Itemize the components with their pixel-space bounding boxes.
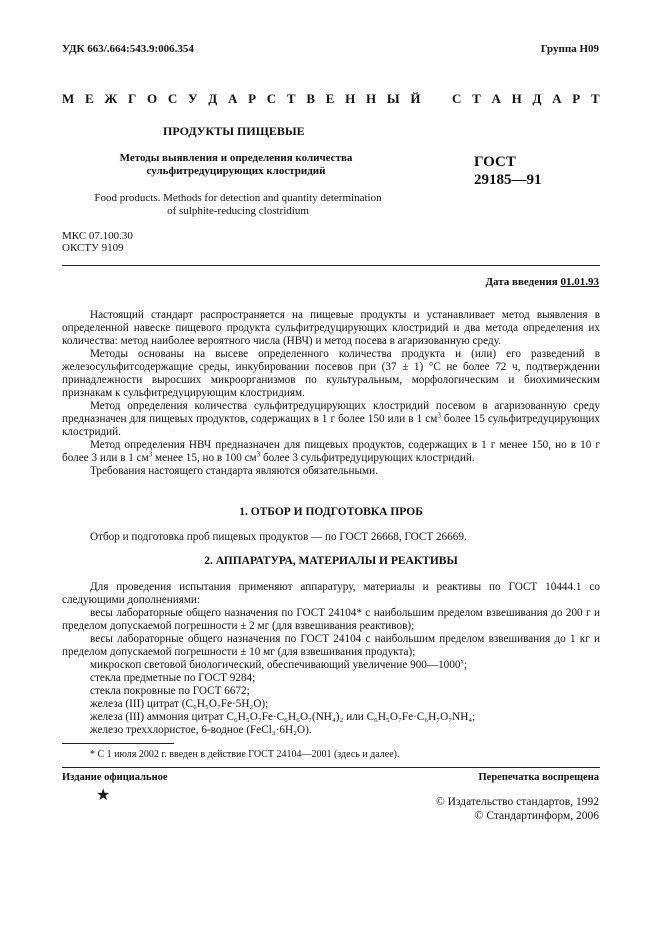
- star-icon: ★: [96, 787, 111, 804]
- banner-letter: А: [491, 91, 501, 106]
- banner-letter: Г: [128, 91, 137, 106]
- gost-number: 29185—91: [474, 172, 542, 188]
- okstu-code: ОКСТУ 9109: [62, 242, 124, 254]
- footnote: * С 1 июля 2002 г. введен в действие ГОСТ 24104—2001 (здесь и далее).: [90, 749, 400, 760]
- cm3-superscript: 3: [256, 450, 261, 459]
- intro-p4-part-b: менее 15, но в 100 см: [152, 452, 257, 464]
- banner-letter: Н: [511, 91, 522, 106]
- iron-citrate-formula: (C₆H₅O₇Fe·5H₂O);: [181, 698, 269, 710]
- banner-letter: С: [266, 91, 277, 106]
- banner-letter: Е: [325, 91, 335, 106]
- equipment-item-3: [62, 659, 600, 672]
- copyright-2006: © Стандартинформ, 2006: [474, 810, 599, 822]
- banner-letter: А: [227, 91, 238, 106]
- banner-letter: Д: [208, 91, 218, 106]
- intro-p4-part-c: более 3 сульфитредуцирующих клостридий.: [260, 452, 475, 464]
- intro-paragraph-2: Методы основаны на высеве определенного количества продукта и (или) его разведений в железосульфитсодержащие среды, инкубировании посевов при (37 ± 1) °С не более 72 ч, подтверждении принадлежности выросших микроорганизмов по культуральным, морфологическим и биохимическим признакам к сульфитредуцирующим клостридиям.: [62, 348, 600, 399]
- standard-banner: [62, 91, 600, 107]
- banner-letter: Ж: [104, 91, 118, 106]
- magnification-superscript: x: [460, 657, 464, 666]
- english-title-line-2: of sulphite-reducing clostridium: [167, 205, 309, 217]
- banner-letter: С: [451, 91, 462, 106]
- banner-letter: М: [62, 91, 75, 106]
- official-edition: Издание официальное: [62, 772, 168, 783]
- intro-paragraph-4: [62, 439, 600, 465]
- banner-letter: Д: [532, 91, 542, 106]
- copyright-block: [436, 795, 599, 823]
- banner-letter: С: [167, 91, 178, 106]
- ammonium-iron-citrate-formula-2: C₆H₅O₇Fe·C₆H₇O₇NH₄;: [366, 711, 476, 723]
- intro-paragraph-5: Требования настоящего стандарта являются обязательными.: [90, 465, 378, 477]
- banner-letter: О: [147, 91, 158, 106]
- iron-citrate-label: железа (III) цитрат: [90, 698, 182, 710]
- document-title: ПРОДУКТЫ ПИЩЕВЫЕ: [163, 124, 305, 138]
- banner-word-gap: [431, 91, 441, 107]
- section-2-heading: 2. АППАРАТУРА, МАТЕРИАЛЫ И РЕАКТИВЫ: [204, 555, 458, 567]
- intro-p3-part-b: более 15 сульфитредуцирующих клостридий.: [62, 413, 600, 438]
- classification-codes: [62, 230, 133, 254]
- reprint-prohibited: Перепечатка воспрещена: [478, 772, 599, 783]
- mks-code: МКС 07.100.30: [62, 230, 133, 242]
- banner-letter: Р: [248, 91, 257, 106]
- introduction: [62, 309, 600, 478]
- reagent-item-8: [62, 724, 600, 737]
- ammonium-iron-citrate-formula-1: C₆H₅O₇Fe·C₆H₆O₇(NH₄)₂: [226, 711, 344, 723]
- banner-letter: Т: [472, 91, 481, 106]
- ammonium-iron-citrate-label: железа (III) аммония цитрат: [90, 711, 227, 723]
- ferric-chloride-label: железо треххлористое, 6-водное: [90, 724, 247, 736]
- banner-letter: Е: [85, 91, 94, 106]
- equipment-item-5: стекла покровные по ГОСТ 6672;: [90, 685, 250, 697]
- footer-divider: [62, 767, 600, 768]
- footnote-divider: [62, 743, 174, 744]
- intro-date-label: Дата введения: [485, 276, 561, 288]
- english-title-line-1: Food products. Methods for detection and quantity determination: [94, 192, 382, 204]
- section-1-text: Отбор и подготовка проб пищевых продуктов — по ГОСТ 26668, ГОСТ 26669.: [90, 531, 467, 543]
- subtitle-line-2: сульфитредуцирующих клостридий: [146, 165, 326, 177]
- equipment-item-1: весы лабораторные общего назначения по ГОСТ 24104* с наибольшим пределом взвешивания до 200 г и пределом допускаемой погрешности ± 2 мг (для взвешивания реактивов);: [62, 607, 600, 632]
- intro-p3-part-a: Метод определения количества сульфитредуцирующих клостридий посевом в агаризованную среду предназначен для пищевых продуктов, содержащих в 1 г более 150 или в 1 см: [62, 400, 600, 425]
- english-title: [88, 192, 388, 218]
- banner-letter: А: [552, 91, 562, 106]
- group-code: Группа Н09: [540, 43, 599, 55]
- reagent-item-6: [62, 698, 600, 711]
- cm3-superscript: 3: [148, 450, 153, 459]
- banner-letter: Ы: [386, 91, 400, 106]
- equipment-item-2: весы лабораторные общего назначения по ГОСТ 24104 с наибольшим пределом взвешивания до 1 кг и пределом допускаемой погрешности ± 10 мг (для взвешивания продукта);: [62, 633, 600, 658]
- gost-block: [474, 153, 542, 189]
- formula-or: или: [343, 711, 367, 723]
- copyright-1992: © Издательство стандартов, 1992: [435, 796, 599, 808]
- subtitle-line-1: Методы выявления и определения количества: [119, 152, 353, 164]
- banner-letter: У: [188, 91, 198, 106]
- section-1-heading: 1. ОТБОР И ПОДГОТОВКА ПРОБ: [239, 506, 423, 518]
- intro-date-value: 01.01.93: [560, 276, 599, 288]
- document-subtitle: [96, 152, 376, 178]
- header-divider: [62, 265, 600, 266]
- banner-letter: Й: [410, 91, 421, 106]
- banner-letter: Н: [366, 91, 377, 106]
- reagent-item-7: [62, 711, 600, 724]
- banner-letter: Р: [572, 91, 581, 106]
- banner-letter: Т: [286, 91, 296, 106]
- udk-code: УДК 663/.664:543.9:006.354: [62, 43, 194, 55]
- gost-label: ГОСТ: [474, 154, 516, 170]
- intro-paragraph-3: [62, 400, 600, 439]
- intro-paragraph-1: Настоящий стандарт распространяется на пищевые продукты и устанавливает метод выявления в определенной навеске пищевого продукта сульфитредуцирующих клостридий и два метода определения их количества: метод наиболее вероятного числа (НВЧ) и метод посева в агаризованную среду.: [62, 309, 600, 347]
- banner-letter: В: [306, 91, 315, 106]
- cm3-superscript: 3: [437, 411, 441, 420]
- microscope-text: микроскоп световой биологический, обеспечивающий увеличение 900—1000: [90, 659, 461, 671]
- microscope-end: ;: [463, 659, 468, 671]
- ferric-chloride-formula: (FeCl₃·6H₂O).: [246, 724, 312, 736]
- section-2-intro: Для проведения испытания применяют аппаратуру, материалы и реактивы по ГОСТ 10444.1 со следующими дополнениями:: [62, 581, 600, 606]
- intro-date: [485, 276, 599, 288]
- banner-letter: Т: [590, 91, 600, 106]
- section-2-body: [62, 581, 600, 737]
- intro-p4-part-a: Метод определения НВЧ предназначен для пищевых продуктов, содержащих в 1 г менее 150, но в 10 г более 3 или в 1 см: [62, 439, 600, 464]
- banner-letter: Н: [345, 91, 356, 106]
- equipment-item-4: стекла предметные по ГОСТ 9284;: [90, 672, 256, 684]
